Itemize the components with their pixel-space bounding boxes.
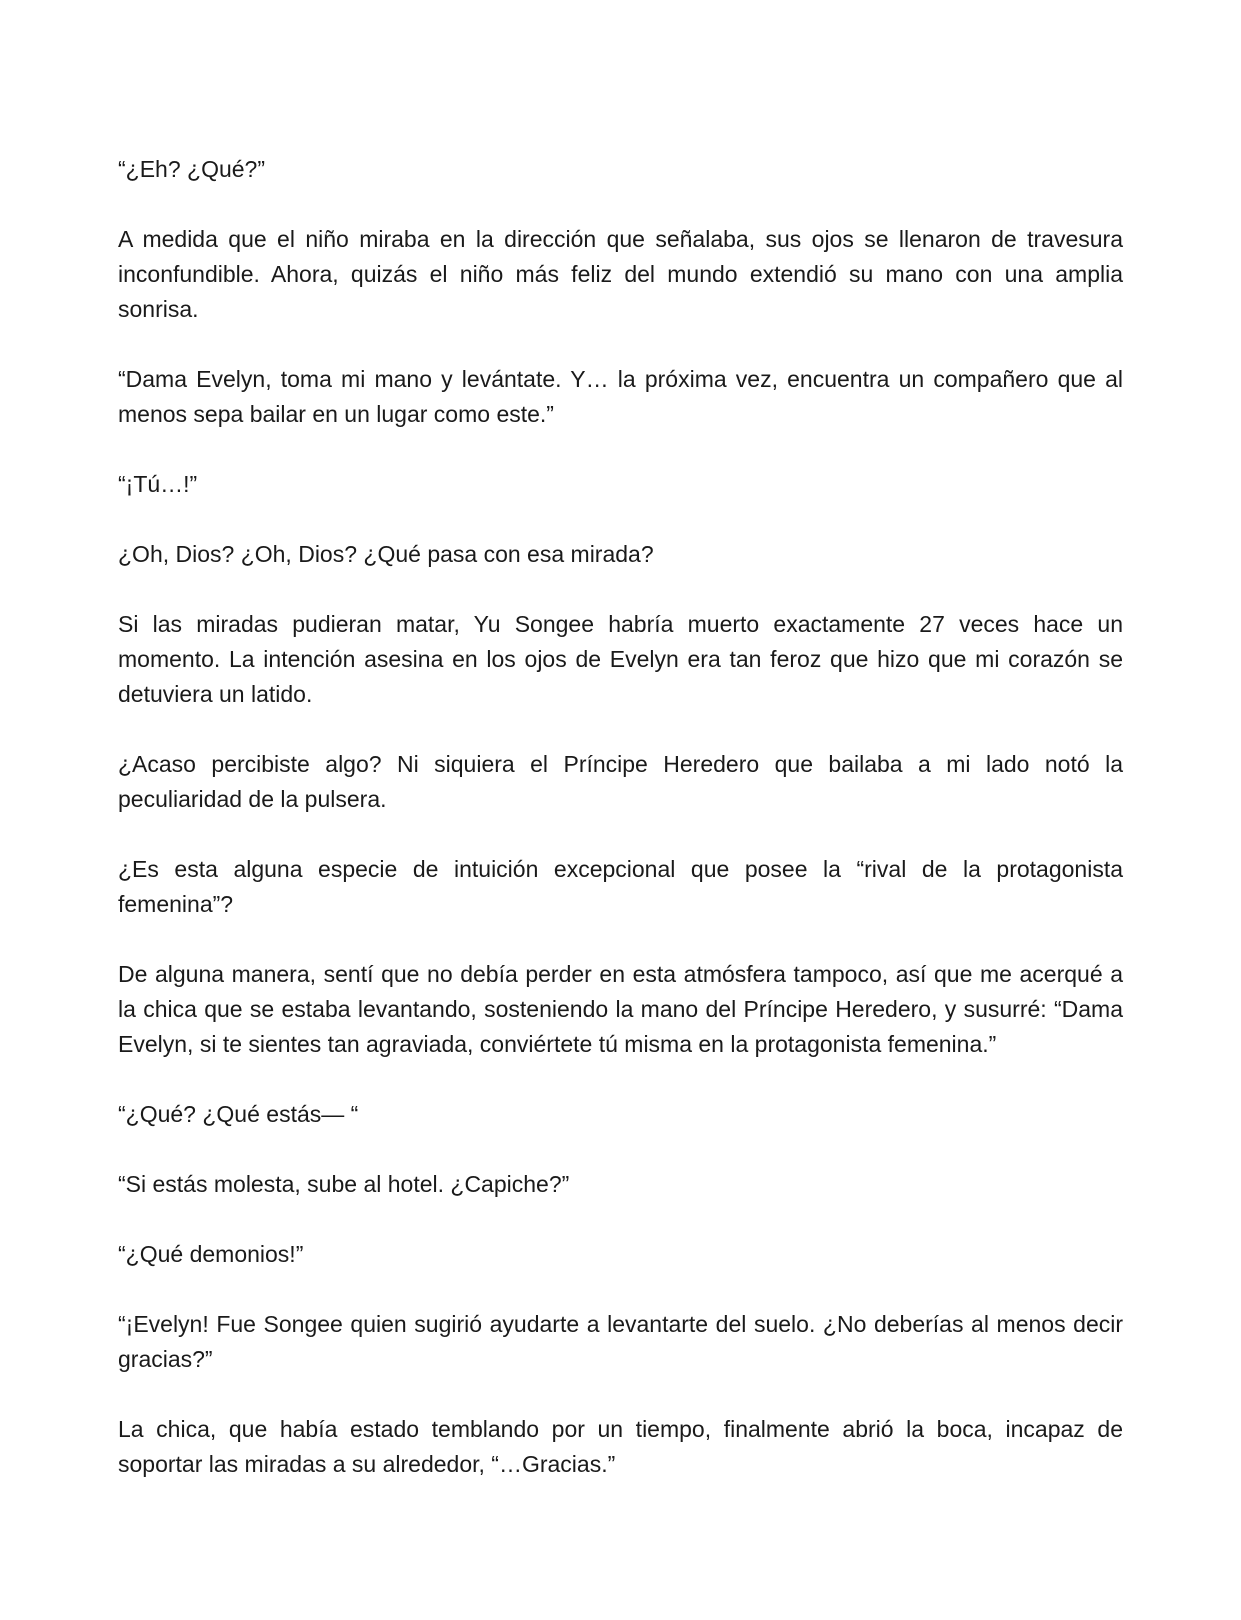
paragraph-2: A medida que el niño miraba en la dirección que señalaba, sus ojos se llenaron de travesura inconfundible. Ahora, quizás el niño más feliz del mundo extendió su mano con una amplia sonrisa.: [118, 226, 1123, 322]
paragraph-4: “¡Tú…!”: [118, 471, 198, 497]
paragraph-1: “¿Eh? ¿Qué?”: [118, 156, 265, 182]
paragraph-6: Si las miradas pudieran matar, Yu Songee habría muerto exactamente 27 veces hace un momento. La intención asesina en los ojos de Evelyn era tan feroz que hizo que mi corazón se detuviera un latido.: [118, 611, 1123, 707]
paragraph-14: La chica, que había estado temblando por un tiempo, finalmente abrió la boca, incapaz de soportar las miradas a su alrededor, “…Gracias.”: [118, 1416, 1123, 1477]
paragraph-12: “¿Qué demonios!”: [118, 1241, 304, 1267]
paragraph-10: “¿Qué? ¿Qué estás— “: [118, 1101, 359, 1127]
paragraph-13: “¡Evelyn! Fue Songee quien sugirió ayudarte a levantarte del suelo. ¿No deberías al menos decir gracias?”: [118, 1311, 1123, 1372]
document-body: [118, 152, 1123, 1517]
paragraph-8: ¿Es esta alguna especie de intuición excepcional que posee la “rival de la protagonista femenina”?: [118, 856, 1123, 917]
paragraph-3: “Dama Evelyn, toma mi mano y levántate. Y… la próxima vez, encuentra un compañero que al menos sepa bailar en un lugar como este.”: [118, 366, 1123, 427]
paragraph-7: ¿Acaso percibiste algo? Ni siquiera el Príncipe Heredero que bailaba a mi lado notó la peculiaridad de la pulsera.: [118, 751, 1123, 812]
paragraph-5: ¿Oh, Dios? ¿Oh, Dios? ¿Qué pasa con esa mirada?: [118, 541, 654, 567]
paragraph-9: De alguna manera, sentí que no debía perder en esta atmósfera tampoco, así que me acerqué a la chica que se estaba levantando, sosteniendo la mano del Príncipe Heredero, y susurré: “Dama Evelyn, si te sientes tan agraviada, conviértete tú misma en la protagonista femenina.”: [118, 961, 1123, 1057]
paragraph-11: “Si estás molesta, sube al hotel. ¿Capiche?”: [118, 1171, 570, 1197]
